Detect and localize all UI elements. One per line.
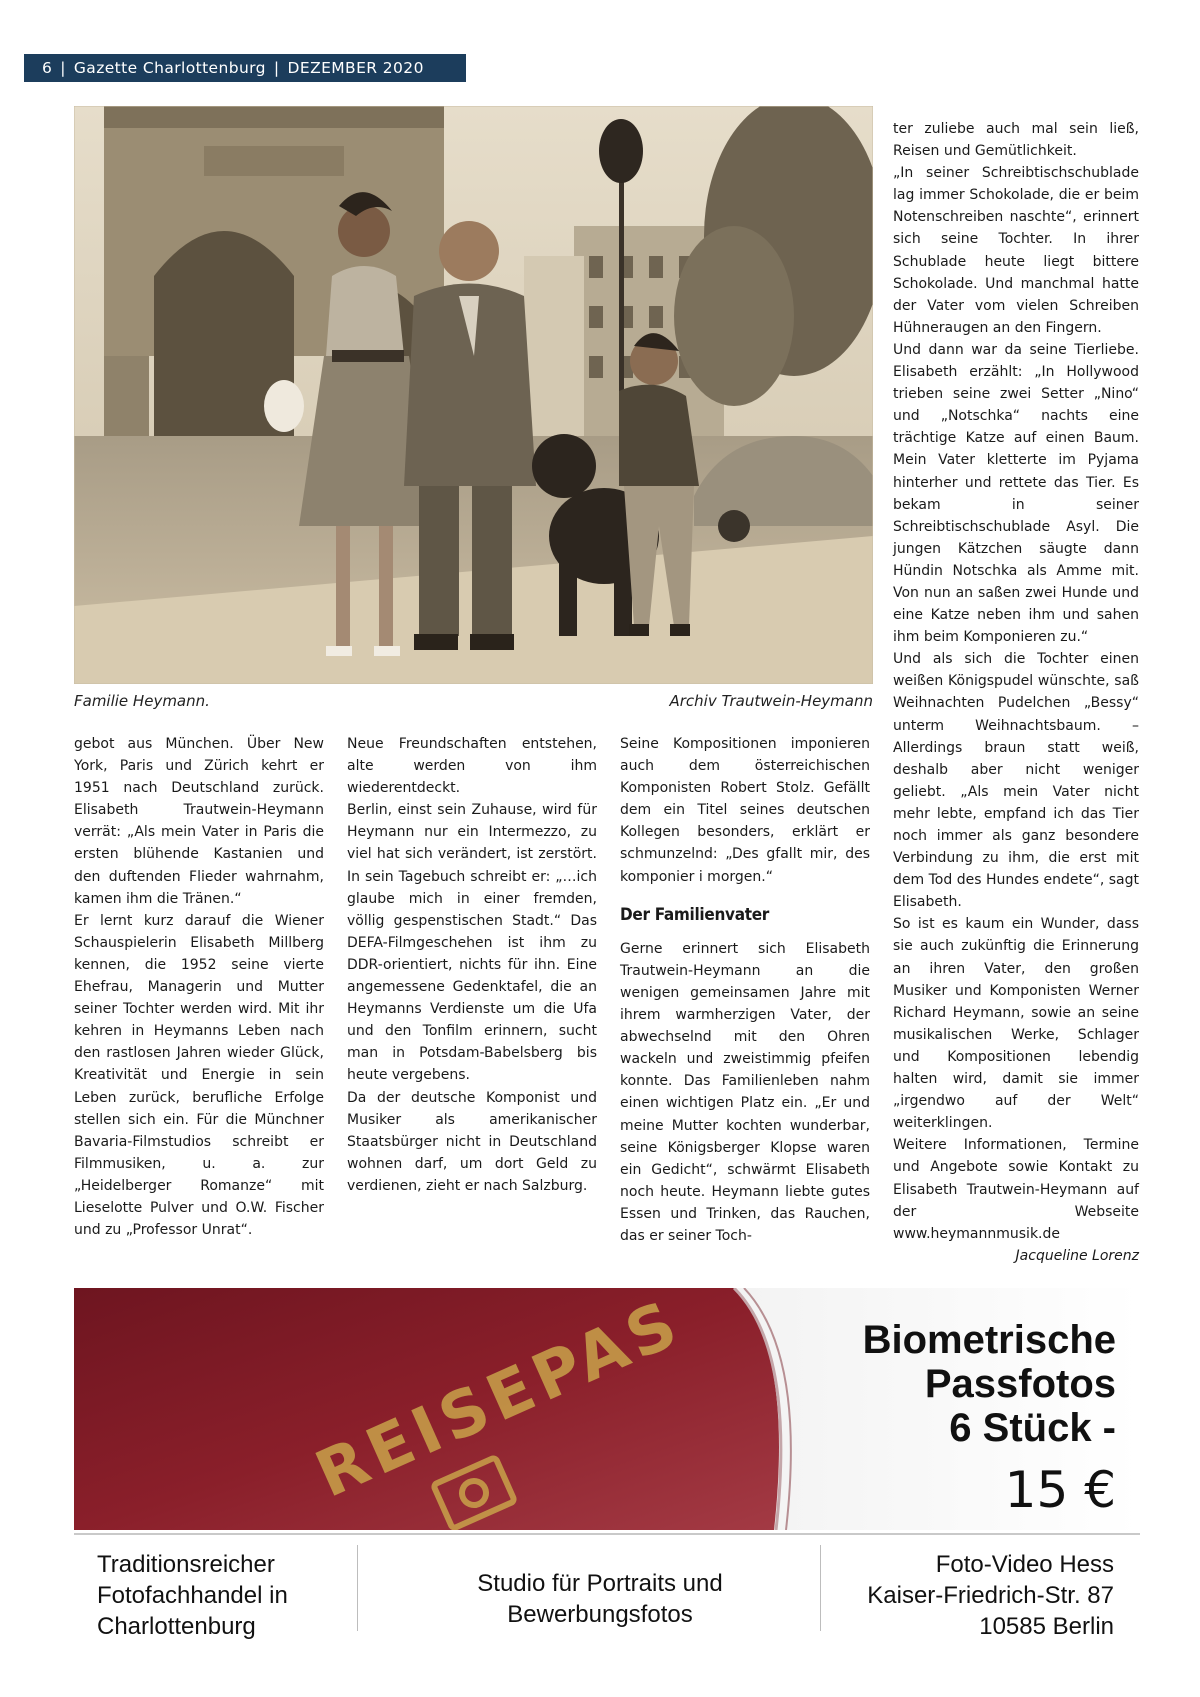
- ad-line: Bewerbungsfotos: [507, 1601, 693, 1628]
- header-separator: |: [60, 59, 66, 77]
- page-header: [24, 54, 466, 82]
- ad-divider: [74, 1533, 1140, 1535]
- paragraph: „In seiner Schreibtischschublade lag immer Schokolade, die er beim Notenschreiben naschte“, erinnert sich seine Tochter. In ihrer Schublade heute liegt bittere Schokolade. Und manchmal hatte der Vater vom vielen Schreiben Hühneraugen an den Fingern.: [893, 165, 1139, 336]
- ad-line: Charlottenburg: [97, 1613, 256, 1640]
- ad-shop-description: [97, 1549, 357, 1642]
- article-column-4: [893, 118, 1139, 1267]
- paragraph: Berlin, einst sein Zuhause, wird für Heymann nur ein Intermezzo, zu viel hat sich verändert, ist zerstört. In sein Tagebuch schreibt er: „…ich glaube mich in einer fremden, völlig gespenstischen Stadt.“ Das DEFA-Filmgeschehen ist ihm zu DDR-orientiert, nichts für ihn. Eine angemessene Gedenktafel, die an Heymanns Verdienste um die Ufa und den Tonfilm erinnern, sucht man in Potsdam-Babelsberg bis heute vergebens.: [347, 802, 597, 1084]
- ad-title: [836, 1318, 1116, 1450]
- ad-line: Studio für Portraits und: [477, 1570, 723, 1597]
- ad-address: [794, 1549, 1114, 1642]
- ad-title-line: Passfotos: [924, 1362, 1116, 1406]
- ad-line: Traditionsreicher: [97, 1551, 275, 1578]
- ad-title-line: 6 Stück -: [949, 1406, 1116, 1450]
- ad-line: Kaiser-Friedrich-Str. 87: [867, 1582, 1114, 1609]
- paragraph: Er lernt kurz darauf die Wiener Schauspielerin Elisabeth Millberg kennen, die 1952 seine vierte Ehefrau, Managerin und Mutter seiner Tochter werden wird. Mit ihr kehren in Heymanns Leben nach den rastlosen Jahren wieder Glück, Kreativität und Energie in sein Leben zurück, berufliche Erfolge stellen sich ein. Für die Münchner Bavaria-Filmstudios schreibt er Filmmusiken, u. a. zur „Heidelberger Romanze“ mit Lieselotte Pulver und O.W. Fischer und zu „Professor Unrat“.: [74, 912, 324, 1239]
- paragraph: ter zuliebe auch mal sein ließ, Reisen und Gemütlichkeit.: [893, 121, 1139, 160]
- article-column-2: [347, 733, 597, 1197]
- page-number: 6: [42, 59, 53, 77]
- paragraph: Da der deutsche Komponist und Musiker als amerikanischer Staatsbürger nicht in Deutschland wohnen darf, um dort Geld zu verdienen, zieht er nach Salzburg.: [347, 1089, 597, 1194]
- paragraph: Weitere Informationen, Termine und Angebote sowie Kontakt zu Elisabeth Trautwein-Heymann auf der Webseite www.heymannmusik.de: [893, 1137, 1139, 1242]
- ad-line: Foto-Video Hess: [935, 1551, 1114, 1578]
- ad-title-line: Biometrische: [862, 1318, 1116, 1362]
- photo-credit: Archiv Trautwein-Heymann: [669, 692, 873, 710]
- article-column-1: [74, 733, 324, 1241]
- paragraph: Und dann war da seine Tierliebe. Elisabeth erzählt: „In Hollywood trieben seine zwei Setter „Nino“ und „Notschka“ nachts eine trächtige Katze auf einen Baum. Mein Vater kletterte im Pyjama hinterher und rettete das Tier. Es bekam in seiner Schreibtischschublade Asyl. Die jungen Kätzchen säugte dann Hündin Notschka als Amme mit. Von nun an saßen zwei Hunde und eine Katze neben ihm und sahen ihm beim Komponieren zu.“: [893, 341, 1139, 646]
- header-separator: |: [273, 59, 280, 77]
- ad-separator: [357, 1545, 358, 1631]
- photo-caption: Familie Heymann.: [74, 692, 210, 710]
- paragraph: Und als sich die Tochter einen weißen Königspudel wünschte, saß Weihnachten Pudelchen „Bessy“ unterm Weihnachtsbaum. – Allerdings braun statt weiß, deshalb aber nicht weniger geliebt. „Als mein Vater nicht mehr lebte, empfand ich das Tier noch immer als ganz besondere Verbindung zu ihm, die erst mit dem Tod des Hundes endete“, sagt Elisabeth.: [893, 651, 1139, 911]
- passport-text: REISEPAS: [305, 1288, 693, 1513]
- article-column-3: [620, 733, 870, 1247]
- publication-name: Gazette Charlottenburg: [73, 59, 266, 77]
- ad-line: 10585 Berlin: [979, 1613, 1114, 1640]
- ad-services: [430, 1568, 770, 1630]
- ad-price: 15 €: [1004, 1461, 1116, 1519]
- paragraph: Gerne erinnert sich Elisabeth Trautwein-Heymann an die wenigen gemeinsamen Jahre mit ihrem warmherzigen Vater, der abwechselnd mit den Ohren wackeln und zweistimmig pfeifen konnte. Das Familienleben nahm einen wichtigen Platz ein. „Er und meine Mutter kochten wunderbar, seine Königsberger Klopse waren ein Gedicht“, schwärmt Elisabeth noch heute. Heymann liebte gutes Essen und Trinken, das Rauchen, das er seiner Toch-: [620, 940, 870, 1244]
- paragraph: Neue Freundschaften entstehen, alte werden von ihm wiederentdeckt.: [347, 736, 597, 797]
- family-photo: [74, 106, 873, 684]
- issue-date: DEZEMBER 2020: [287, 59, 424, 77]
- subheading: Der Familienvater: [620, 904, 770, 925]
- paragraph: gebot aus München. Über New York, Paris und Zürich kehrt er 1951 nach Deutschland zurück. Elisabeth Trautwein-Heymann verrät: „Als mein Vater in Paris die ersten blühende Kastanien und den duftenden Flieder wahrnahm, kamen ihm die Tränen.“: [74, 736, 324, 907]
- paragraph: Seine Kompositionen imponieren auch dem österreichischen Komponisten Robert Stolz. Gefällt dem ein Titel seines deutschen Kollegen besonders, erklärt er schmunzelnd: „Des gfallt mir, des komponier i morgen.“: [620, 736, 870, 885]
- paragraph: So ist es kaum ein Wunder, dass sie auch zukünftig die Erinnerung an ihren Vater, den großen Musiker und Komponisten Werner Richard Heymann, sowie an seine musikalischen Werke, Schlager und Kompositionen lebendig halten wird, damit sie immer „irgendwo auf der Welt“ weiterklingen.: [893, 916, 1139, 1132]
- author-name: Jacqueline Lorenz: [1015, 1247, 1139, 1264]
- ad-line: Fotofachhandel in: [97, 1582, 288, 1609]
